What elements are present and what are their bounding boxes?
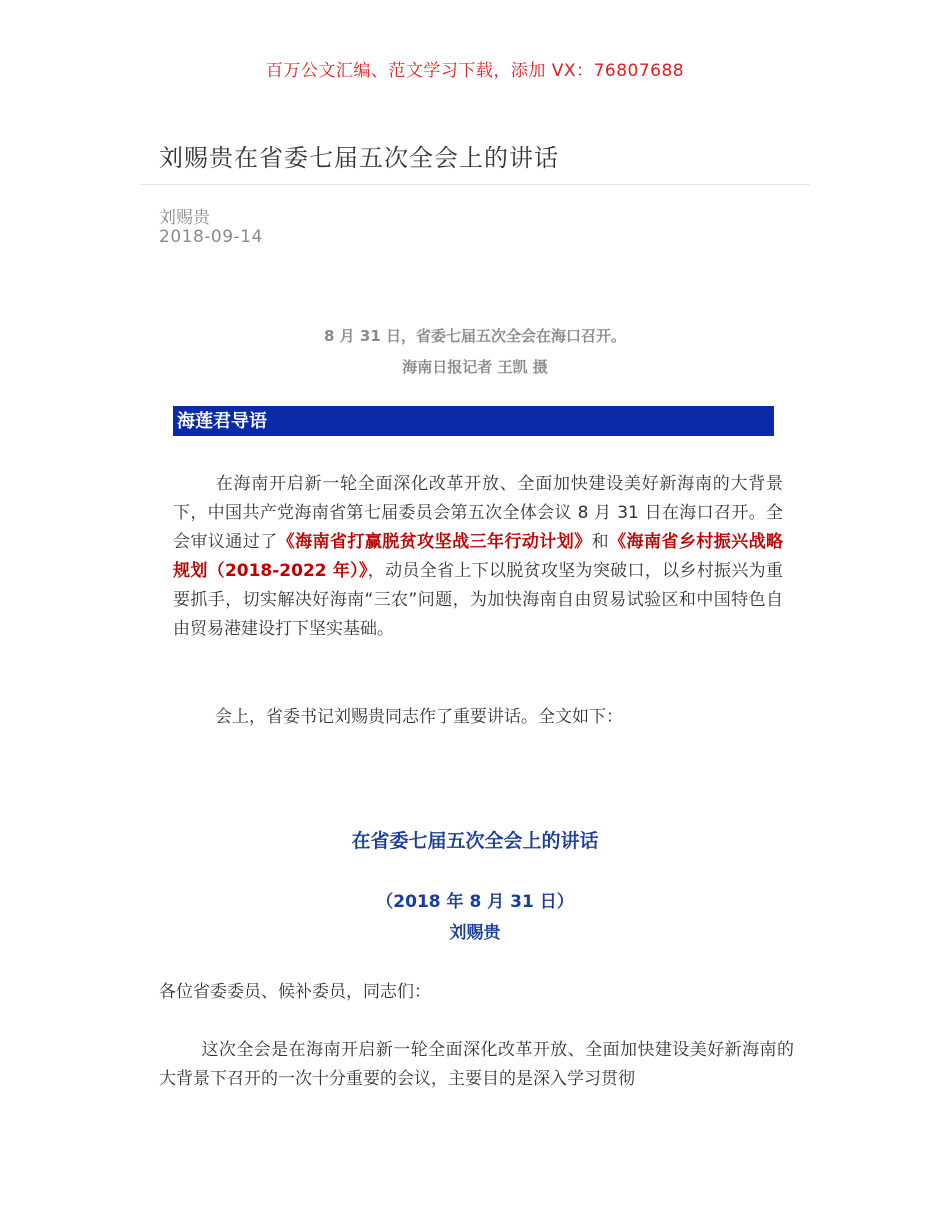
speech-title: 在省委七届五次全会上的讲话: [351, 830, 599, 852]
photo-caption-line2: 海南日报记者 王凯 摄: [402, 358, 548, 376]
speech-paragraph-1: [159, 1036, 794, 1094]
intro-text-a: 在海南开启新一轮全面深化改革开放、全面加快建设美好新海南的大背景下，中国共产党海南省第七届委员会第五次全体会议 8 月 31 日在海口召开。全会审议通过了: [173, 474, 783, 552]
speech-author: 刘赐贵: [449, 923, 501, 943]
title-divider: [140, 184, 810, 185]
promo-banner: 百万公文汇编、范文学习下载，添加 VX：76807688: [265, 61, 685, 81]
document-title-rural-plan: 《海南省乡村振兴战略规划（2018-2022 年）》: [173, 532, 784, 581]
speech-text-1: 这次全会是在海南开启新一轮全面深化改革开放、全面加快建设美好新海南的大背景下召开的一次十分重要的会议，主要目的是深入学习贯彻: [159, 1040, 794, 1089]
article-author: 刘赐贵: [159, 208, 210, 228]
intro-text-c: ，动员全省上下以脱贫攻坚为突破口，以乡村振兴为重要抓手，切实解决好海南“三农”问题，为加快海南自由贸易试验区和中国特色自由贸易港建设打下坚实基础。: [173, 561, 783, 639]
intro-text-2: 会上，省委书记刘赐贵同志作了重要讲话。全文如下：: [215, 707, 623, 727]
speech-salutation: 各位省委委员、候补委员，同志们：: [159, 982, 431, 1002]
article-title: 刘赐贵在省委七届五次全会上的讲话: [159, 144, 559, 172]
intro-paragraph-2: [173, 703, 783, 732]
article-date: 2018-09-14: [159, 227, 263, 247]
guide-header-label: 海莲君导语: [177, 411, 267, 432]
intro-text-b: 和: [591, 532, 610, 552]
intro-paragraph-1: [173, 470, 783, 644]
document-title-poverty-plan: 《海南省打赢脱贫攻坚战三年行动计划》: [277, 532, 592, 552]
guide-header-bar: [173, 406, 774, 436]
speech-date: （2018 年 8 月 31 日）: [376, 892, 574, 912]
photo-caption-line1: 8 月 31 日，省委七届五次全会在海口召开。: [324, 327, 626, 345]
